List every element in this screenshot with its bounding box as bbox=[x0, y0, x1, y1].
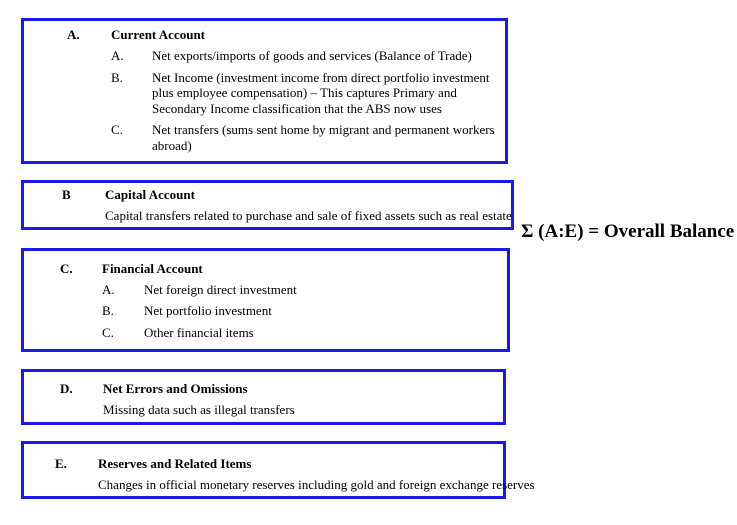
financial-account-box bbox=[21, 248, 510, 352]
section-title-capital-account: Capital Account bbox=[105, 187, 195, 202]
overall-balance-formula: Σ (A:E) = Overall Balance bbox=[521, 221, 735, 242]
current-item-text-a: Net exports/imports of goods and services (Balance of Trade) bbox=[152, 48, 472, 63]
current-item-label-b: B. bbox=[111, 70, 123, 85]
current-item-text-b-line2: plus employee compensation) – This captures Primary and bbox=[152, 85, 457, 100]
financial-item-label-a: A. bbox=[102, 282, 115, 297]
current-item-text-b-line3: Secondary Income classification that the ABS now uses bbox=[152, 101, 442, 116]
section-title-financial-account: Financial Account bbox=[102, 261, 203, 276]
financial-item-text-a: Net foreign direct investment bbox=[144, 282, 297, 297]
financial-item-text-b: Net portfolio investment bbox=[144, 303, 272, 318]
current-item-text-c-line1: Net transfers (sums sent home by migrant and permanent workers bbox=[152, 122, 495, 137]
current-item-text-b-line1: Net Income (investment income from direct portfolio investment bbox=[152, 70, 490, 85]
section-title-net-errors: Net Errors and Omissions bbox=[103, 381, 248, 396]
financial-item-label-b: B. bbox=[102, 303, 114, 318]
section-letter-a: A. bbox=[67, 27, 80, 42]
capital-account-description: Capital transfers related to purchase and sale of fixed assets such as real estate bbox=[105, 208, 512, 223]
section-letter-b: B bbox=[62, 187, 71, 202]
section-letter-e: E. bbox=[55, 456, 67, 471]
reserves-description: Changes in official monetary reserves including gold and foreign exchange reserves bbox=[98, 477, 535, 492]
net-errors-description: Missing data such as illegal transfers bbox=[103, 402, 295, 417]
section-title-reserves: Reserves and Related Items bbox=[98, 456, 252, 471]
section-letter-d: D. bbox=[60, 381, 73, 396]
section-title-current-account: Current Account bbox=[111, 27, 206, 42]
financial-item-label-c: C. bbox=[102, 325, 114, 340]
current-item-text-c-line2: abroad) bbox=[152, 138, 192, 153]
section-letter-c: C. bbox=[60, 261, 73, 276]
current-item-label-a: A. bbox=[111, 48, 124, 63]
current-item-label-c: C. bbox=[111, 122, 123, 137]
financial-item-text-c: Other financial items bbox=[144, 325, 254, 340]
